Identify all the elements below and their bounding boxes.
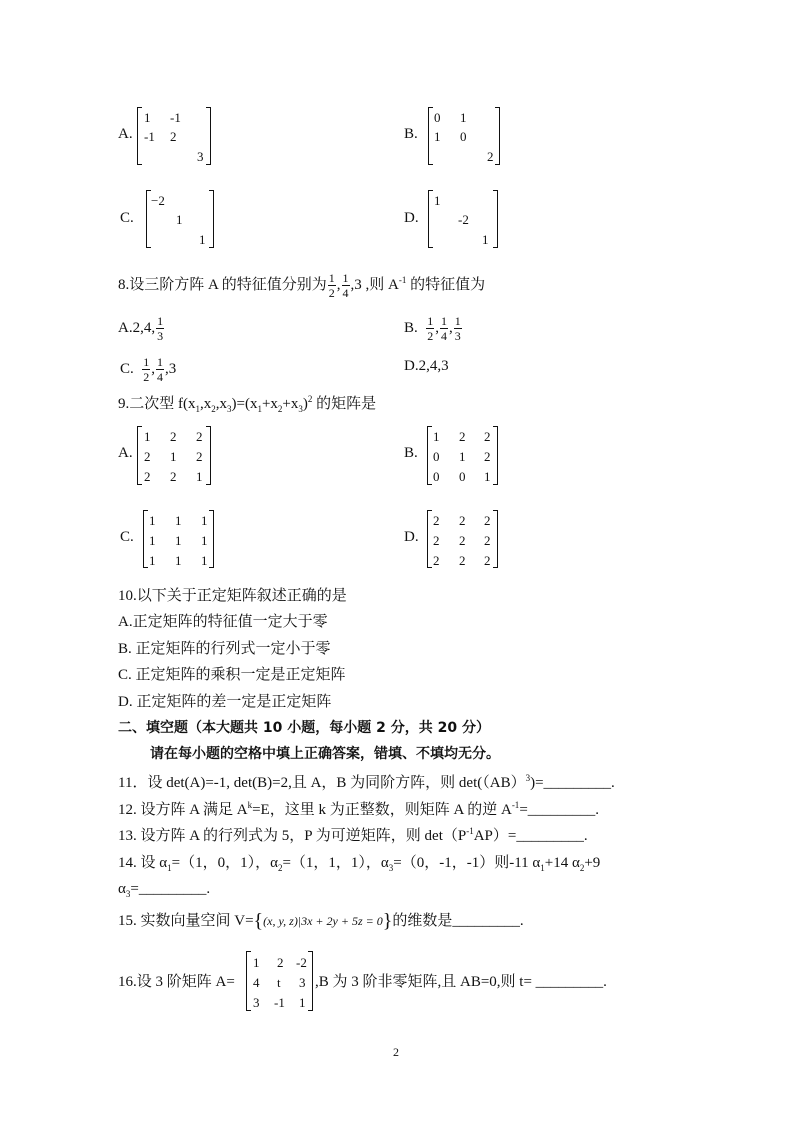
matrix-cell: -1 [170,110,181,125]
matrix-cell: 0 [459,469,466,484]
matrix-cell: −2 [151,193,165,208]
matrix-right-bracket [206,107,211,165]
matrix-cell: 0 [460,129,467,144]
matrix-cell: 1 [434,129,441,144]
matrix-cell: 1 [170,449,177,464]
fraction: $\frac{1}{4}$ [441,314,448,343]
matrix-cell: 1 [201,533,208,548]
matrix-cell: 2 [277,955,284,970]
q9-option-d-label: D. [404,529,419,545]
matrix-cell: 0 [433,469,440,484]
matrix-cell: 2 [433,533,440,548]
fraction: $\frac{1}{2}$ [143,355,150,384]
matrix-cell: 1 [460,110,467,125]
fraction: $\frac{1}{2}$ [328,271,335,300]
matrix-cell: 1 [144,429,151,444]
q10-option-b: B. 正定矩阵的行列式一定小于零 [118,641,331,657]
page-number: 2 [393,1045,399,1059]
q10-option-c: C. 正定矩阵的乘积一定是正定矩阵 [118,667,346,683]
matrix-cell: 1 [149,553,156,568]
matrix-cell: 2 [144,469,151,484]
q8-option-b: B. $\frac{1}{2}$ , $\frac{1}{4}$ , $\frac{1}{3}$ [404,314,461,343]
q7-option-b-label: B. [404,126,418,142]
q9-option-c-label: C. [120,529,134,545]
q7-matrix-a [137,107,211,165]
fraction: $\frac{1}{3}$ [157,314,164,343]
matrix-cell: 2 [170,469,177,484]
q9-option-a-label: A. [118,445,133,461]
matrix-left-bracket [427,510,432,568]
q10-option-a: A.正定矩阵的特征值一定大于零 [118,614,328,630]
q12: 12. 设方阵 A 满足 $A^k=E$，这里 k 为正整数，则矩阵 A 的逆 $A^{-1}=\_\_\_\_\_\_\_\_\_$. [118,800,600,818]
matrix-cell: 2 [196,429,203,444]
q9-stem: 9.二次型 $f(x_1,x_2,x_3)=(x_1+x_2+x_3)^2$ 的矩阵是 [118,394,377,414]
fraction: $\frac{1}{4}$ [342,271,349,300]
q16-suffix: ,B 为 3 阶非零矩阵,且 AB=0,则 t= _________. [315,974,607,990]
q8-option-c: C. $\frac{1}{2}$ , $\frac{1}{4}$ ,3 [120,355,177,384]
matrix-cell: 0 [434,110,441,125]
matrix-cell: 1 [299,995,306,1010]
matrix-cell: 2 [487,149,494,164]
matrix-cell: 2 [144,449,151,464]
matrix-cell: 3 [253,995,260,1010]
matrix-left-bracket [137,426,142,485]
q14-line-2: $\alpha_3=\_\_\_\_\_\_\_\_\_$. [118,881,211,899]
q9-matrix-b [427,426,498,485]
matrix-cell: 1 [175,533,182,548]
matrix-cell: -1 [274,995,285,1010]
matrix-cell: 2 [170,129,177,144]
matrix-cell: 2 [484,513,491,528]
q9-matrix-d [427,510,498,568]
matrix-cell: 1 [175,553,182,568]
matrix-cell: 1 [149,513,156,528]
matrix-cell: 2 [433,553,440,568]
matrix-cell: 2 [484,449,491,464]
matrix-right-bracket [493,426,498,485]
matrix-cell: 1 [484,469,491,484]
matrix-cell: 4 [253,975,260,990]
q11: 11．设 det(A)=-1, det(B)=2,且 A，B 为同阶方阵，则 det(（AB）$^3$)=_________. [118,773,615,791]
fraction: $\frac{1}{2}$ [427,314,434,343]
q7-option-c-label: C. [120,210,134,226]
matrix-cell: 2 [459,513,466,528]
matrix-right-bracket [206,426,211,485]
fraction: $\frac{1}{4}$ [157,355,164,384]
matrix-right-bracket [493,510,498,568]
matrix-cell: -1 [144,129,155,144]
matrix-right-bracket [493,190,498,248]
matrix-cell: 1 [201,553,208,568]
matrix-cell: 1 [253,955,260,970]
matrix-cell: 2 [170,429,177,444]
q8-option-a: A.2,4, $\frac{1}{3}$ [118,314,164,343]
q10-option-d: D. 正定矩阵的差一定是正定矩阵 [118,694,332,710]
matrix-cell: 1 [144,110,151,125]
matrix-cell: 1 [459,449,466,464]
matrix-cell: 1 [434,193,441,208]
q16-prefix: 16.设 3 阶矩阵 A= [118,974,235,990]
matrix-right-bracket [209,190,214,248]
matrix-cell: 1 [175,513,182,528]
section-2-instruction: 请在每小题的空格中填上正确答案，错填、不填均无分。 [150,746,500,762]
matrix-right-bracket [209,510,214,568]
matrix-cell: 3 [197,149,204,164]
matrix-right-bracket [308,951,313,1011]
q9-option-b-label: B. [404,445,418,461]
matrix-cell: 2 [484,533,491,548]
section-2-title: 二、填空题（本大题共 10 小题，每小题 2 分，共 20 分） [118,720,490,736]
matrix-cell: -2 [296,955,307,970]
matrix-right-bracket [495,107,500,165]
q7-matrix-c [146,190,214,248]
matrix-left-bracket [428,190,433,248]
matrix-cell: 1 [196,469,203,484]
set-expression: (x, y, z)|3x + 2y + 5z = 0 [263,914,383,928]
q9-matrix-a [137,426,211,485]
q8-option-d: D.2,4,3 [404,358,449,374]
q8-stem: 8.设三阶方阵 A 的特征值分别为 $\frac{1}{2}$ , $\frac{1}{4}$ ,3 ,则 $A^{-1}$ 的特征值为 [118,271,486,300]
matrix-cell: 1 [433,429,440,444]
q7-option-a-label: A. [118,126,133,142]
matrix-left-bracket [143,510,148,568]
matrix-cell: 1 [199,232,206,247]
matrix-cell: 1 [482,232,489,247]
q15: 15. 实数向量空间 V={(x, y, z)|3x + 2y + 5z = 0}的维数是_________. [118,910,524,932]
q7-option-d-label: D. [404,210,419,226]
matrix-cell: 1 [201,513,208,528]
matrix-cell: 3 [299,975,306,990]
matrix-cell: 2 [484,429,491,444]
q14-line-1: 14. 设 $\alpha_1=(1$，0，1），$\alpha_2=(1$，1，1），$\alpha_3=(0$，-1，-1）则-11 $\alpha_1+14$ $\alpha_2+9$ [118,855,601,873]
matrix-cell: 2 [196,449,203,464]
matrix-cell: 2 [484,553,491,568]
matrix-cell: 1 [149,533,156,548]
fraction: $\frac{1}{3}$ [454,314,461,343]
matrix-left-bracket [137,107,142,165]
matrix-cell: -2 [458,212,469,227]
matrix-cell: 2 [459,429,466,444]
q7-matrix-d [428,190,498,248]
matrix-left-bracket [428,107,433,165]
matrix-cell: 2 [433,513,440,528]
matrix-cell: 1 [176,212,183,227]
matrix-cell: 0 [433,449,440,464]
q7-matrix-b [428,107,500,165]
q10-stem: 10.以下关于正定矩阵叙述正确的是 [118,588,347,604]
matrix-left-bracket [427,426,432,485]
q13: 13. 设方阵 A 的行列式为 5，P 为可逆矩阵，则 $\det(P^{-1}AP)=\_\_\_\_\_\_\_\_\_$. [118,826,588,844]
q16-matrix [246,951,313,1011]
matrix-cell: t [277,975,281,990]
matrix-cell: 2 [459,553,466,568]
matrix-cell: 2 [459,533,466,548]
matrix-left-bracket [246,951,251,1011]
q9-matrix-c [143,510,214,568]
